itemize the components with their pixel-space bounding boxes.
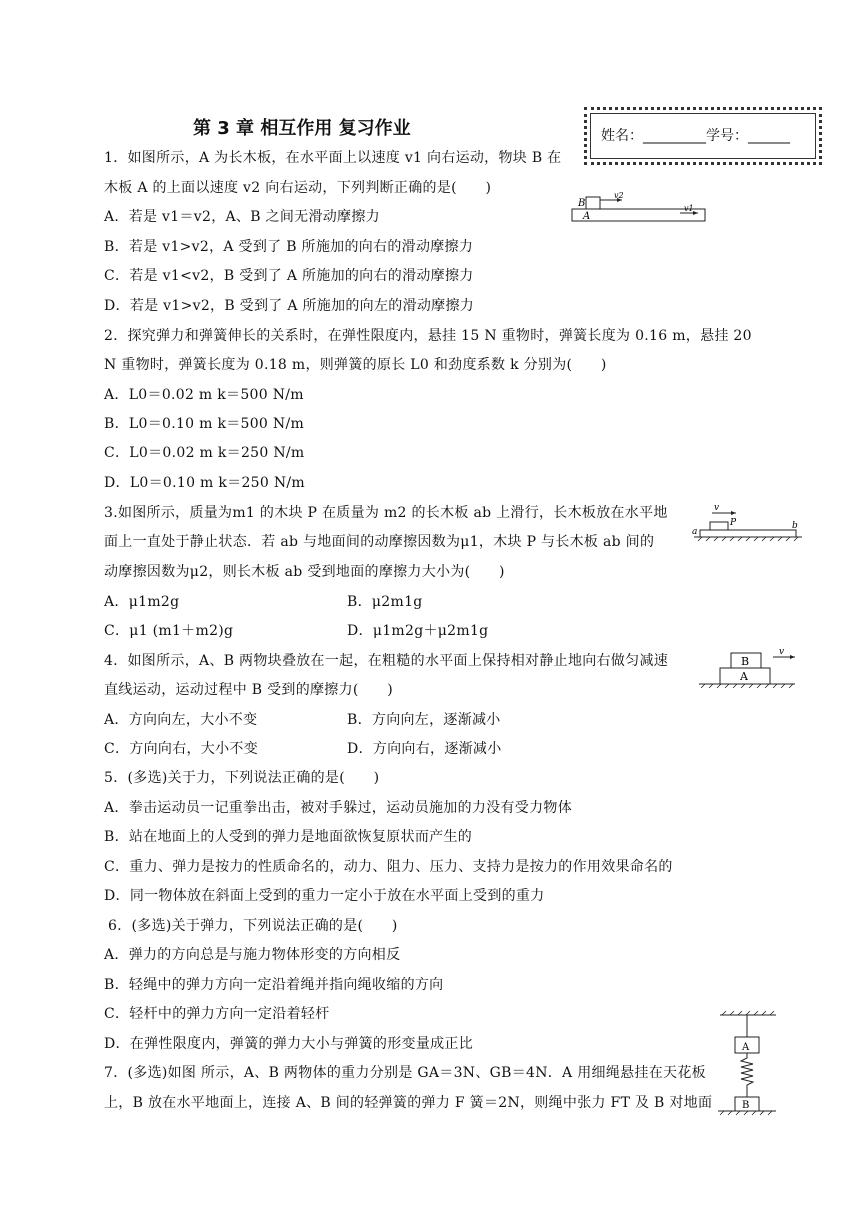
name-id-box	[584, 107, 822, 165]
q5-option-c: C．重力、弹力是按力的性质命名的，动力、阻力、压力、支持力是按力的作用效果命名的	[104, 859, 673, 875]
fig1-label-a: A	[583, 211, 591, 222]
id-blank[interactable]: ______	[748, 128, 790, 144]
q5-option-b: B．站在地面上的人受到的弹力是地面欲恢复原状而产生的	[104, 829, 473, 845]
q6-option-b: B．轻绳中的弹力方向一定沿着绳并指向绳收缩的方向	[104, 977, 444, 993]
q1-stem-line2: 木板 A 的上面以速度 v2 向右运动，下列判断正确的是( )	[104, 180, 492, 196]
fig4-label-v: v	[779, 647, 785, 657]
q6-option-d: D．在弹性限度内，弹簧的弹力大小与弹簧的形变量成正比	[104, 1036, 474, 1052]
fig3-label-v: v	[714, 503, 720, 513]
q7-stem-line1: 7．(多选)如图 所示，A、B 两物体的重力分别是 GA＝3N、GB＝4N．A 用细绳悬挂在天花板	[104, 1065, 706, 1081]
q1-option-d: D．若是 v1>v2，B 受到了 A 所施加的向左的滑动摩擦力	[104, 298, 475, 314]
q7-stem-line2: 上，B 放在水平地面上，连接 A、B 间的轻弹簧的弹力 F 簧＝2N，则绳中张力 FT 及 B 对地面	[104, 1095, 713, 1111]
q3-stem-line1: 3.如图所示，质量为m1 的木块 P 在质量为 m2 的长木板 ab 上滑行，长木板放在水平地	[104, 505, 668, 521]
q3-option-d: D．μ1m2g＋μ2m1g	[347, 623, 489, 639]
q3-stem-line3: 动摩擦因数为μ2，则长木板 ab 受到地面的摩擦力大小为( )	[104, 564, 505, 580]
q6-stem: 6．(多选)关于弹力，下列说法正确的是( )	[108, 918, 398, 934]
q2-stem-line2: N 重物时，弹簧长度为 0.18 m，则弹簧的原长 L0 和劲度系数 k 分别为( )	[104, 357, 607, 373]
q2-option-b: B．L0＝0.10 m k＝500 N/m	[104, 416, 305, 432]
fig7-label-b: B	[742, 1100, 750, 1111]
q4-option-b: B．方向向左，逐渐减小	[347, 712, 501, 728]
q7-figure	[710, 1010, 780, 1125]
q1-option-a: A．若是 v1＝v2，A、B 之间无滑动摩擦力	[104, 209, 380, 225]
q2-stem-line1: 2．探究弹力和弹簧伸长的关系时，在弹性限度内，悬挂 15 N 重物时，弹簧长度为 0.16 m，悬挂 20	[104, 328, 752, 344]
fig7-label-a: A	[742, 1042, 750, 1053]
fig3-label-b: b	[792, 521, 798, 531]
q1-figure	[560, 190, 710, 230]
q1-option-c: C．若是 v1<v2，B 受到了 A 所施加的向右的滑动摩擦力	[104, 268, 474, 284]
q4-figure	[695, 645, 805, 693]
q3-option-b: B．μ2m1g	[347, 594, 423, 610]
name-id-row	[601, 125, 790, 145]
name-blank[interactable]: _________	[643, 128, 706, 144]
q6-option-a: A．弹力的方向总是与施力物体形变的方向相反	[104, 947, 401, 963]
q3-option-c: C．μ1 (m1＋m2)g	[104, 623, 234, 639]
q5-option-a: A．拳击运动员一记重拳出击，被对手躲过，运动员施加的力没有受力物体	[104, 800, 573, 816]
q5-stem: 5．(多选)关于力，下列说法正确的是( )	[104, 770, 380, 786]
q2-option-d: D．L0＝0.10 m k＝250 N/m	[104, 475, 305, 491]
fig4-label-b: B	[741, 655, 750, 668]
q4-option-d: D．方向向右，逐渐减小	[347, 741, 502, 757]
fig1-label-v1: v1	[684, 204, 694, 213]
q1-stem-line1: 1．如图所示，A 为长木板，在水平面上以速度 v1 向右运动，物块 B 在	[104, 150, 562, 166]
name-label: 姓名：	[601, 128, 643, 144]
q2-option-a: A．L0＝0.02 m k＝500 N/m	[104, 387, 304, 403]
q2-option-c: C．L0＝0.02 m k＝250 N/m	[104, 445, 305, 461]
q3-option-a: A．μ1m2g	[104, 594, 180, 610]
fig1-label-v2: v2	[614, 191, 624, 200]
q5-option-d: D．同一物体放在斜面上受到的重力一定小于放在水平面上受到的重力	[104, 888, 545, 904]
q4-stem-line1: 4．如图所示，A、B 两物块叠放在一起，在粗糙的水平面上保持相对静止地向右做匀减速	[104, 653, 669, 669]
fig3-label-p: P	[730, 518, 737, 528]
q4-option-c: C．方向向右，大小不变	[104, 741, 259, 757]
fig4-label-a: A	[740, 670, 748, 683]
q3-stem-line2: 面上一直处于静止状态．若 ab 与地面间的动摩擦因数为μ1，木块 P 与长木板 ab 间的	[104, 534, 655, 550]
q4-stem-line2: 直线运动，运动过程中 B 受到的摩擦力( )	[104, 682, 394, 698]
q6-option-c: C．轻杆中的弹力方向一定沿着轻杆	[104, 1006, 330, 1022]
fig1-label-b: B	[578, 198, 586, 209]
id-label: 学号：	[706, 128, 748, 144]
q3-figure	[690, 500, 810, 550]
q4-option-a: A．方向向左，大小不变	[104, 712, 258, 728]
page-title: 第 3 章 相互作用 复习作业	[193, 118, 411, 139]
q1-option-b: B．若是 v1>v2，A 受到了 B 所施加的向右的滑动摩擦力	[104, 239, 474, 255]
fig3-label-a: a	[692, 527, 698, 537]
